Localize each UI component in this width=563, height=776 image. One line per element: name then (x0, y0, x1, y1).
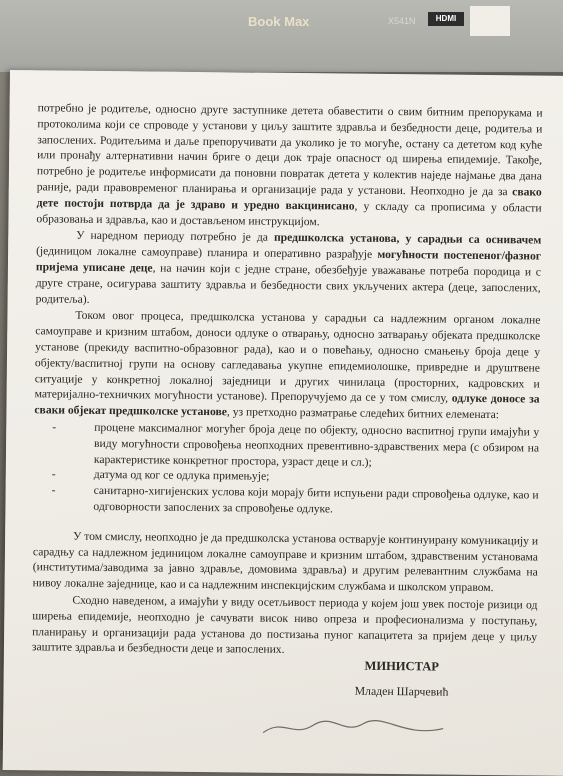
energy-sticker (470, 6, 510, 36)
paragraph-3: Током овог процеса, предшколска установа у сарадњи са надлежним органом локалне самоуправе и кризним штабом, доноси одлуке о отварању, односно затварању објеката предшколске установе (прекиду васпитно-образовног рада), као и о повећању, односно смањењу броја деце у објекту/васпитној групи на основу сагледавања укупне епидемиолошке, привредне и друштвене ситуације у конкретној локалној заједници и других чинилаца (просторних, кадровских и материјално-техничких могућности установе). Препоручујемо да се у том смислу, одлуке доносе за сваки објекат предшколске установе, уз претходно разматрање следећих битних елемената: (34, 309, 541, 422)
paragraph-4: У том смислу, неопходно је да предшколска установа остварује континуирану комуникацију и сарадњу са надлежном јединицом локалне самоуправе и кризним штабом, здравственим установама (институтима/заводима за јавно здравље, домовима здравља) и другим релевантним службама на нивоу локалне заједнице, као и са надлежним инспекцијским службама и школском управом. (32, 529, 539, 595)
bold-phrase: предшколска установа, у сарадњи са оснивачем (273, 231, 542, 247)
paragraph-2: У наредном периоду потребно је да предшколска установа, у сарадњи са оснивачем (јединицом локалне самоуправе) планира и оперативно разрађује могућности постепеног/фазног пријема уписане деце, на начин који с једне стране, обезбеђује уважавање потреба породица и с друге стране, осигурава заштиту здравља и безбедности свих укључених актера (деце, запослених, родитеља). (35, 229, 542, 306)
paragraph-5: Сходно наведеном, а имајући у виду осетљивост периода у којем још увек постоје ризици од ширења епидемије, неопходно је сачувати висок ниво опреза и професионализма у поступању, планирању и организацији рада установа до постизања пуног капацитета за пријем деце у циљу заштите здравља и безбедности деце и запослених. (31, 593, 538, 657)
signature-block (321, 658, 481, 700)
list-item: - датума од ког се одлука примењује; (52, 467, 539, 488)
bold-phrase: могућности постепеног/фазног пријема уписане деце (35, 248, 542, 275)
list-item: - процене максималног могућег броја деце по објекту, односно васпитној групи имајући у виду могућности спровођења неопходних превентивно-здравствених мера (с обзиром на карактеристике конкретног простора, узраст деце и сл.); (52, 419, 539, 471)
laptop-brand-label: Book Max (248, 14, 310, 29)
criteria-list (51, 419, 539, 519)
paragraph-1: потребно је родитеље, односно друге заступнике детета обавестити о свим битним препорукама и протоколима који се спроводе у установи у циљу заштите здравља и безбедности деце, родитеља и запослених. Родитељима и даље препоручивати да уколико је то могуће, остану са дететом код куће или пронађу алтернативни начин бриге о деци док траје опасност од ширења епидемије. Такође, потребно је родитеље информисати да поновни повратак детета у колектив наједе најмање два дана раније, ради правовременог планирања и организације рада у установи. Неопходно је да за свако дете постоји потврда да је здраво и уредно вакцинисано, у складу са прописима у области образовања и здравља, као и достављеном инструкцијом. (36, 101, 543, 228)
laptop-model-label: X541N (388, 16, 416, 26)
bold-phrase: свако дете постоји потврда да је здраво и уредно вакцинисано (36, 185, 542, 213)
signature-name: Младен Шарчевић (354, 683, 449, 699)
document-body (32, 100, 543, 661)
document-page (3, 70, 563, 776)
laptop-edge (0, 0, 563, 72)
handwritten-signature (253, 713, 453, 745)
hdmi-sticker: HDMI (428, 12, 464, 26)
list-item: - санитарно-хигијенских услова који морају бити испуњени ради спровођења одлуке, као и одговорности запослених за спровођење одлуке. (51, 483, 538, 520)
bold-phrase: одлуке доносе за сваки објекат предшколске установе (34, 391, 540, 419)
signature-title: МИНИСТАР (364, 658, 440, 674)
